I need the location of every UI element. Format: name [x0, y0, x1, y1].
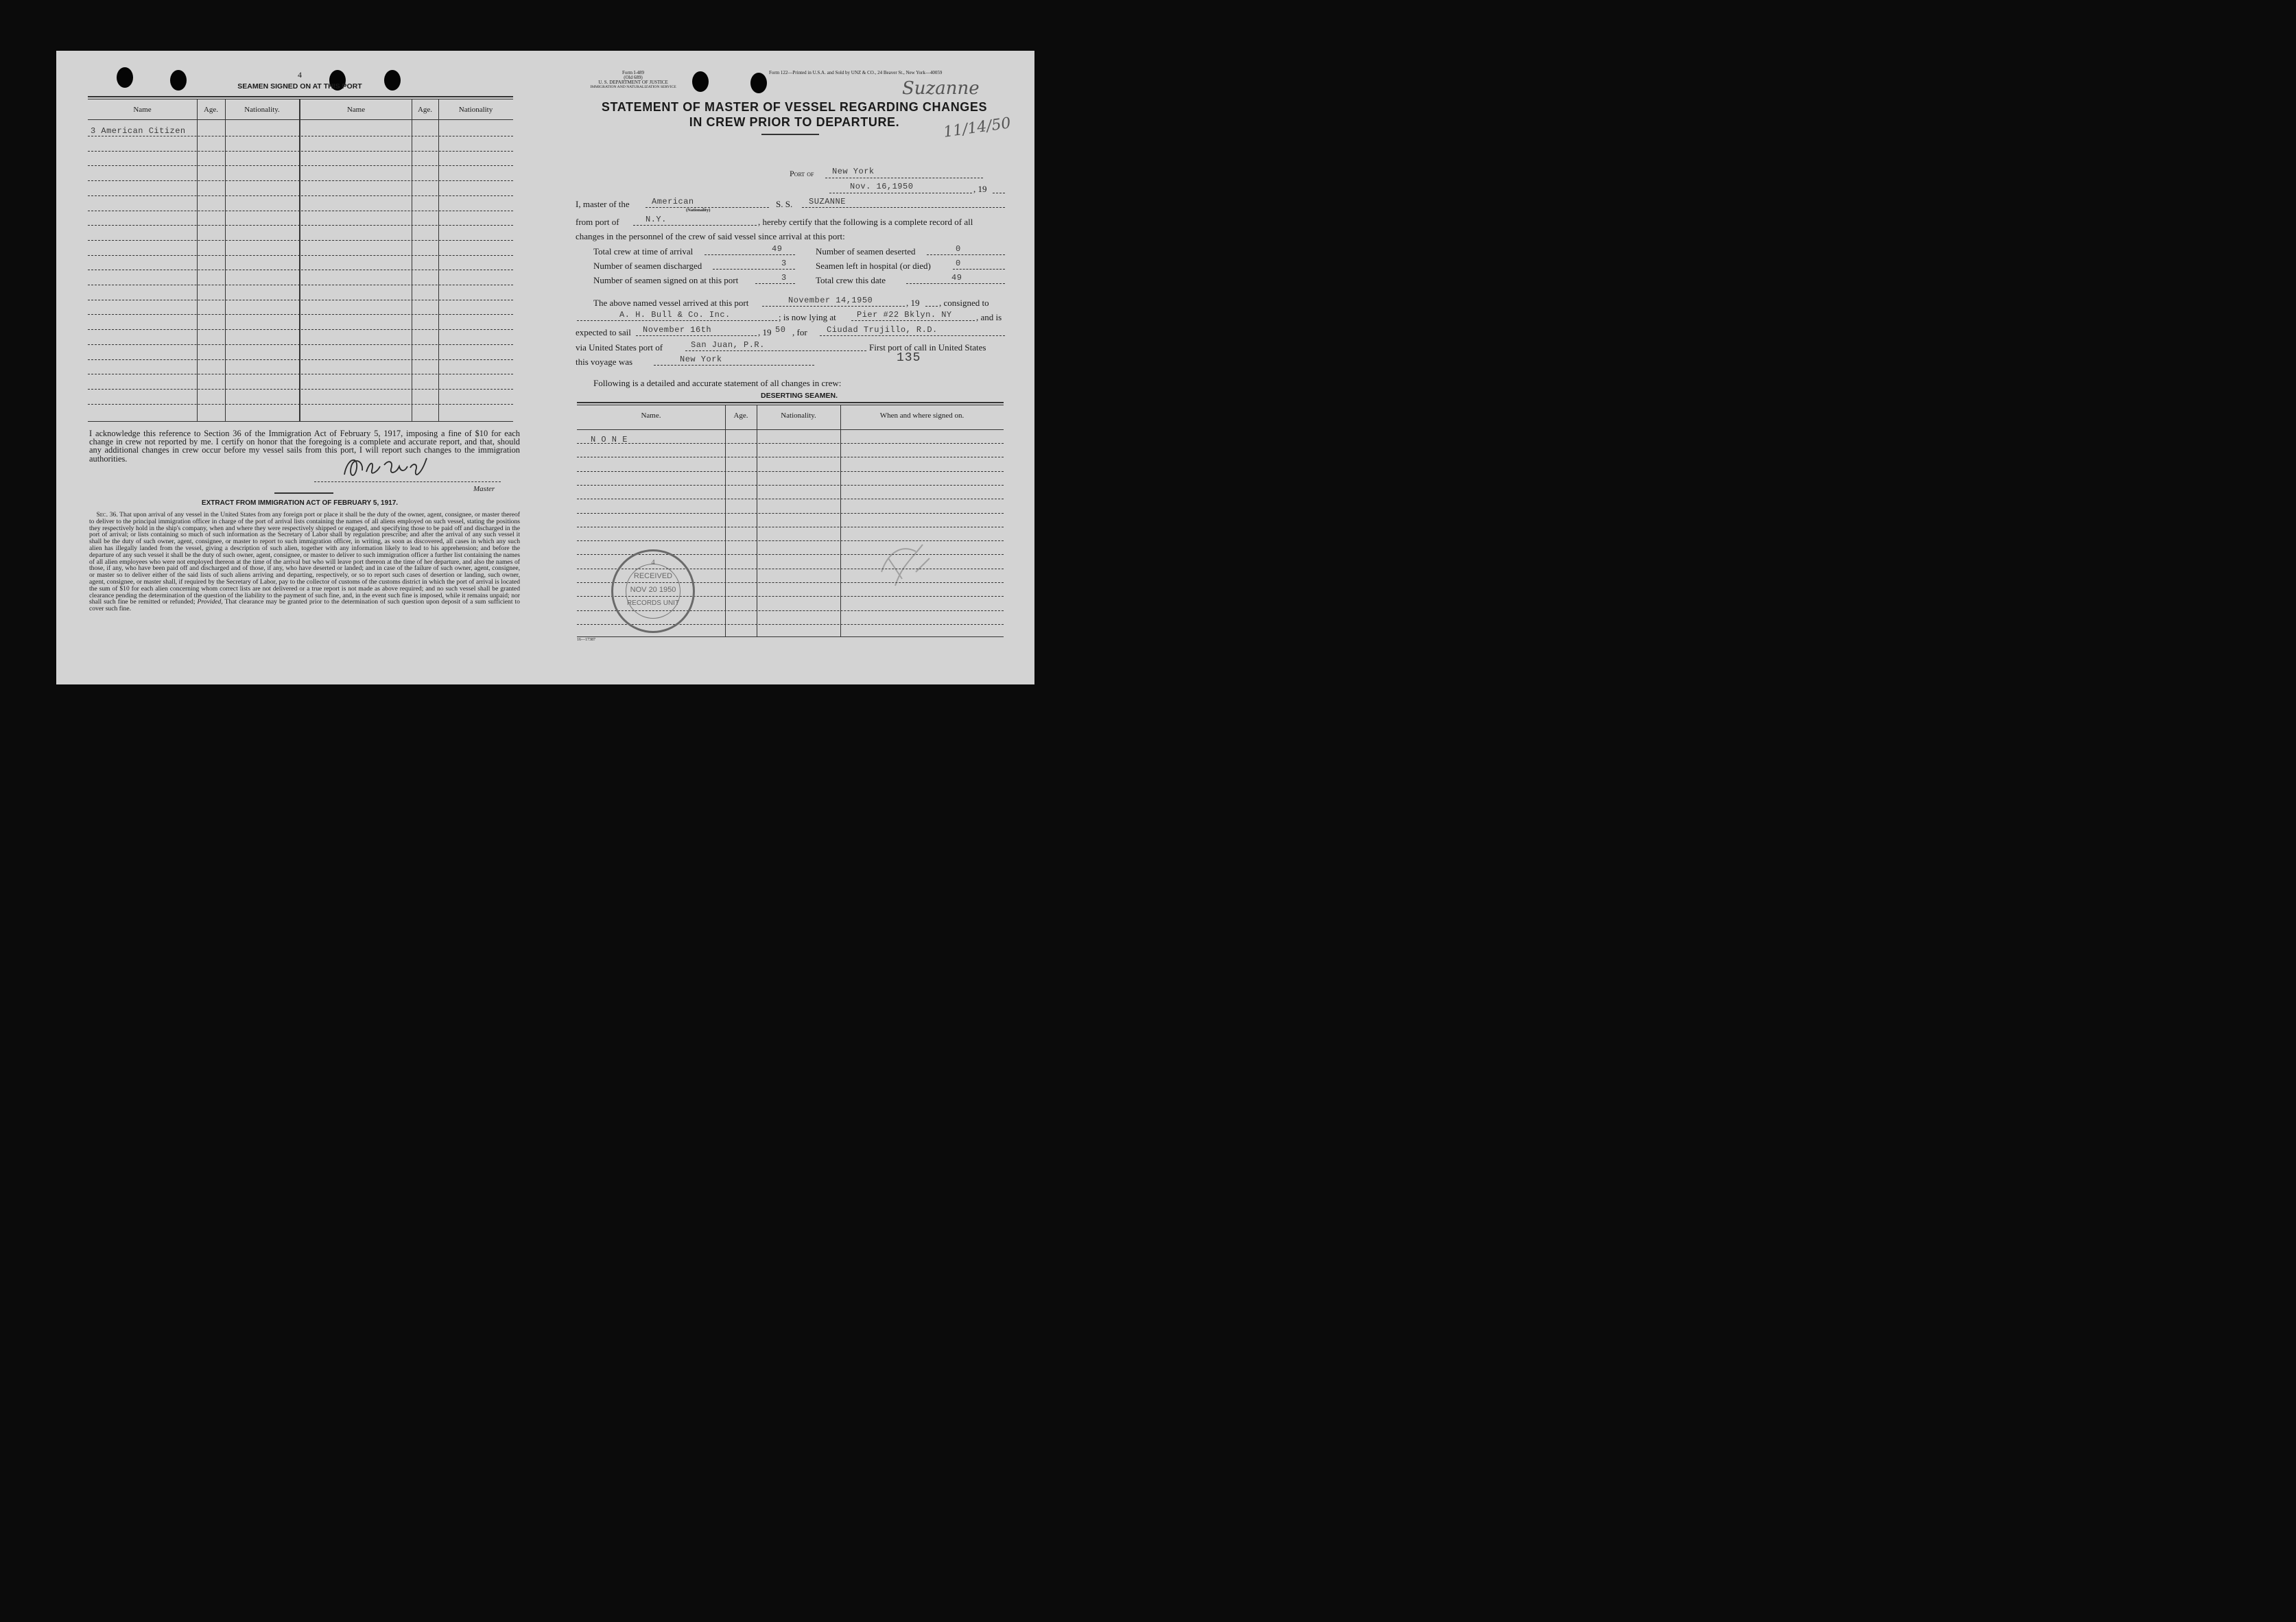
- signed-on-label: Number of seamen signed on at this port: [593, 275, 739, 285]
- date-suffix: , 19: [973, 184, 987, 194]
- field-line: [925, 306, 938, 307]
- field-line: [820, 335, 1005, 336]
- col-header-name: Name.: [641, 412, 661, 420]
- column-divider: [225, 99, 226, 421]
- column-divider: [438, 99, 439, 421]
- total-crew-arrival-label: Total crew at time of arrival: [593, 246, 694, 257]
- table-top-rule: [88, 96, 513, 97]
- field-line: [851, 320, 975, 321]
- discharged-value: 3: [781, 259, 787, 268]
- col-header-name: Name: [346, 106, 366, 114]
- extract-body: That upon arrival of any vessel in the United States from any foreign port or place it shall be the duty of the owner, agent, consignee, or master thereof to deliver to the principal immigration officer in charge of the port of arrival lists containing the names of all aliens employed on such vessel, stating the positions they respectively hold in the ship's company, when and where they were respectively shipped or engaged, and specifying those to be paid off and discharged in the port of arrival; or lists containing so much of such information as the Secretary of Labor shall by regulation prescribe; and after the arrival of any such vessel it shall be the duty of such owner, agent, consignee, or master to report to such immigration officer, in writing, as soon as discovered, all cases in which any such alien has illegally landed from the vessel, giving a description of such alien, together with any information likely to lead to his apprehension; and before the departure of any such vessel it shall be the duty of such owner, agent, consignee, or master to deliver to such immigration officer a further list containing the names of all alien employees who were not employed thereon at the time of the arrival but who will leave port thereon at the time of her departure, and also the names of those, if any, who have been paid off and discharged and of those, if any, who have deserted or landed; and in case of the failure of such owner, agent, consignee, or master so to deliver either of the said lists of such aliens arriving and departing, respectively, or so to report such cases of desertion or landing, such owner, agent, consignee, or master shall, if required by the Secretary of Labor, pay to the collector of customs of the customs district in which the port of arrival is located the sum of $10 for each alien concerning whom correct lists are not delivered or a true report is not made as above required; and no such vessel shall be granted clearance pending the determination of the question of the liability to the payment of such fine, and, in the event such fine is imposed, while it remains unpaid; nor shall such fine be remitted or refunded;: [89, 511, 520, 606]
- seaman-entry: 3 American Citizen: [91, 126, 186, 136]
- page-number: 4: [298, 70, 302, 80]
- master-signature: [339, 451, 435, 484]
- field-line: [802, 207, 1005, 208]
- field-line: [906, 283, 1005, 284]
- lying-value: Pier #22 Bklyn. NY: [857, 310, 952, 320]
- port-of-label: Port of: [790, 169, 814, 178]
- service: IMMIGRATION AND NATURALIZATION SERVICE: [590, 85, 676, 89]
- sail-year-value: 50: [775, 325, 786, 335]
- table-row-line: [88, 165, 513, 166]
- table-row-line: [88, 180, 513, 181]
- table-header-rule: [577, 429, 1004, 430]
- ss-label: S. S.: [776, 199, 793, 209]
- table-top-rule: [577, 402, 1004, 403]
- left-title: SEAMEN SIGNED ON AT THIS PORT: [237, 82, 362, 91]
- col-header-nationality: Nationality.: [781, 412, 816, 420]
- table-row-line: [88, 344, 513, 345]
- field-line: [713, 269, 795, 270]
- footer-code: 16—17387: [577, 638, 595, 642]
- master-label: Master: [473, 485, 495, 493]
- from-port-label: from port of: [576, 217, 619, 227]
- handwritten-ship-name: Suzanne: [902, 78, 980, 99]
- nationality-caption: (Nationality): [686, 208, 711, 213]
- punch-hole: [117, 67, 133, 88]
- first-port-label: First port of call in United States: [869, 342, 986, 353]
- port-of-value: New York: [832, 167, 875, 176]
- deserted-value: 0: [956, 244, 961, 254]
- master-of-label: I, master of the: [576, 199, 630, 209]
- extract-lead: Sec. 36.: [96, 511, 118, 518]
- extract-title: EXTRACT FROM IMMIGRATION ACT OF FEBRUARY 5, 1917.: [201, 499, 399, 507]
- sail-year-prefix: , 19: [758, 327, 772, 337]
- following-text: Following is a detailed and accurate statement of all changes in crew:: [593, 378, 842, 388]
- field-line: [654, 365, 814, 366]
- table-row-line: [88, 404, 513, 405]
- total-crew-date-label: Total crew this date: [816, 275, 886, 285]
- stamp-received: RECEIVED: [633, 572, 673, 580]
- faint-stamp-mark: [875, 531, 943, 593]
- field-line: [755, 283, 795, 284]
- extract-tail: That clearance may be granted prior to the determination of such question upon deposit of a sum sufficient to cover such fine.: [89, 598, 520, 613]
- field-line: [762, 306, 905, 307]
- changes-text: changes in the personnel of the crew of said vessel since arrival at this port:: [576, 231, 845, 241]
- col-header-name: Name: [133, 106, 152, 114]
- form-title-line2: IN CREW PRIOR TO DEPARTURE.: [689, 115, 900, 129]
- voyage-value: New York: [680, 355, 722, 364]
- deserting-title: DESERTING SEAMEN.: [760, 392, 838, 400]
- col-header-age: Age.: [733, 412, 748, 420]
- signature-line: [314, 481, 501, 482]
- expected-label: expected to sail: [576, 327, 631, 337]
- table-bottom-rule: [577, 636, 1004, 637]
- stamp-unit: RECORDS UNIT: [626, 599, 680, 607]
- col-header-age: Age.: [417, 106, 433, 114]
- extract-rule: [274, 492, 333, 494]
- arrived-suffix: , 19: [906, 298, 920, 308]
- column-divider: [299, 99, 300, 421]
- field-line: [633, 225, 757, 226]
- via-value: San Juan, P.R.: [691, 340, 765, 350]
- extract-text: [89, 512, 520, 612]
- date-value: Nov. 16,1950: [850, 182, 914, 191]
- nationality-value: American: [652, 197, 694, 206]
- certify-text: , hereby certify that the following is a complete record of all: [758, 217, 973, 227]
- form-id: Form I-489: [622, 70, 645, 75]
- for-value: Ciudad Trujillo, R.D.: [827, 325, 938, 335]
- table-row-line: [88, 195, 513, 196]
- document-paper: [56, 51, 1034, 684]
- form-title-line1: STATEMENT OF MASTER OF VESSEL REGARDING CHANGES: [601, 100, 988, 114]
- via-label: via United States port of: [576, 342, 663, 353]
- punch-hole: [750, 73, 767, 93]
- column-divider: [840, 405, 841, 636]
- field-line: [953, 269, 1005, 270]
- signed-on-value: 3: [781, 273, 787, 283]
- received-stamp: [611, 549, 695, 633]
- for-label: , for: [792, 327, 807, 337]
- ss-value: SUZANNE: [809, 197, 846, 206]
- discharged-label: Number of seamen discharged: [593, 261, 702, 271]
- field-line: [927, 254, 1005, 255]
- table-row-line: [88, 151, 513, 152]
- table-row-line: [88, 329, 513, 330]
- col-header-signed-on: When and where signed on.: [879, 412, 964, 420]
- consigned-label: , consigned to: [939, 298, 989, 308]
- stamp-date: NOV 20 1950: [630, 586, 676, 594]
- table-bottom-rule: [88, 421, 513, 422]
- table-row-line: [577, 443, 1004, 444]
- col-header-age: Age.: [203, 106, 219, 114]
- table-row-line: [88, 240, 513, 241]
- title-underline: [761, 134, 819, 135]
- total-crew-date-value: 49: [951, 273, 962, 283]
- column-divider: [197, 99, 198, 421]
- table-row-line: [88, 255, 513, 256]
- handwritten-number: 135: [897, 351, 921, 365]
- deserted-label: Number of seamen deserted: [816, 246, 916, 257]
- table-row-line: [88, 314, 513, 315]
- lying-label: ; is now lying at: [779, 312, 836, 322]
- handwritten-date: 11/14/50: [942, 115, 1013, 141]
- department: U. S. DEPARTMENT OF JUSTICE: [598, 80, 668, 85]
- arrived-value: November 14,1950: [788, 296, 873, 305]
- table-header-rule: [88, 119, 513, 120]
- sail-value: November 16th: [643, 325, 712, 335]
- stamp-number: 4: [651, 558, 655, 566]
- col-header-nationality: Nationality: [458, 106, 493, 114]
- table-row-line: [88, 359, 513, 360]
- from-port-value: N.Y.: [646, 215, 667, 224]
- col-header-nationality: Nationality.: [244, 106, 280, 114]
- table-row-line: [577, 513, 1004, 514]
- and-is-label: , and is: [976, 312, 1002, 322]
- table-row-line: [577, 485, 1004, 486]
- table-row-line: [88, 389, 513, 390]
- acknowledgement-text: I acknowledge this reference to Section 36 of the Immigration Act of February 5, 1917, imposing a fine of $10 for each change in crew not reported by me. I certify on honor that the foregoing is a complete and accurate report, and that, should any additional changes in crew occur before my vessel sails from this port, I will report such changes to the immigration authorities.: [89, 429, 520, 464]
- voyage-label: this voyage was: [576, 357, 633, 367]
- consignee-value: A. H. Bull & Co. Inc.: [619, 310, 731, 320]
- form-old-id: (Old 689): [624, 75, 643, 80]
- table-row-line: [88, 225, 513, 226]
- hospital-label: Seamen left in hospital (or died): [816, 261, 931, 271]
- field-line: [636, 335, 757, 336]
- arrived-label: The above named vessel arrived at this port: [593, 298, 749, 308]
- left-page: [56, 51, 545, 684]
- total-crew-arrival-value: 49: [772, 244, 783, 254]
- field-line: [705, 254, 795, 255]
- field-line: [577, 320, 777, 321]
- column-divider: [725, 405, 726, 636]
- field-line: [685, 350, 866, 351]
- deserting-entry: N O N E: [591, 435, 628, 444]
- hospital-value: 0: [956, 259, 961, 268]
- printer-line: Form 122—Printed in U.S.A. and Sold by UNZ & CO., 24 Beaver St., New York—40059: [769, 70, 943, 75]
- table-row-line: [577, 471, 1004, 472]
- extract-provided: Provided,: [197, 598, 223, 606]
